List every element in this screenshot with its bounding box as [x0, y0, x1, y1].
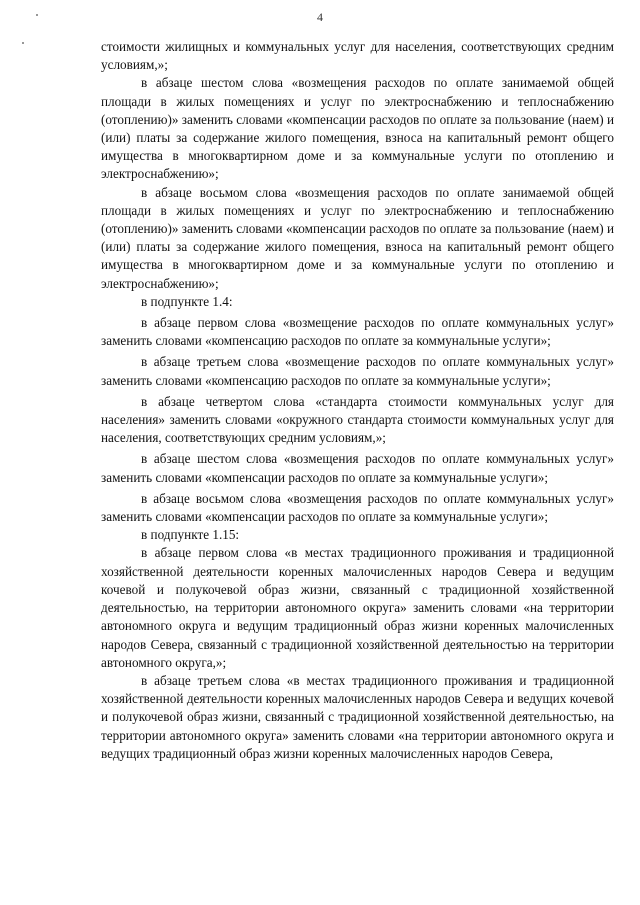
paragraph: в абзаце третьем слова «возмещение расходов по оплате коммунальных услуг» заменить словами «компенсацию расходов по оплате за коммунальные услуги»; [101, 354, 614, 388]
paragraph: стоимости жилищных и коммунальных услуг для населения, соответствующих средним условиям,»; [101, 39, 614, 73]
paragraph: в абзаце четвертом слова «стандарта стоимости коммунальных услуг для населения» заменить словами «окружного стандарта стоимости коммунальных услуг для населения, соответствующих средним условиям,»; [101, 393, 614, 446]
paragraph: в подпункте 1.15: [141, 527, 240, 543]
paragraph: в абзаце первом слова «в местах традиционного проживания и традиционной хозяйственной деятельности коренных малочисленных народов Севера и ведущим кочевой и полукочевой образ жизни, связанный с традиционной хозяйственной деятельностью, на территории автономного округа» заменить словами «на территории автономного округа и ведущим традиционный образ жизни коренных малочисленных народов Севера, связанный с традиционной хозяйственной деятельностью на территории автономного округа,»; [101, 545, 614, 670]
paragraph: в абзаце шестом слова «возмещения расходов по оплате коммунальных услуг» заменить словами «компенсации расходов по оплате за коммунальные услуги»; [101, 451, 614, 485]
page-number: 4 [317, 10, 323, 24]
paragraph: в абзаце первом слова «возмещение расходов по оплате коммунальных услуг» заменить словами «компенсацию расходов по оплате за коммунальные услуги»; [101, 315, 614, 349]
scan-speck [36, 14, 38, 16]
paragraph: в абзаце третьем слова «в местах традиционного проживания и традиционной хозяйственной деятельности коренных малочисленных народов Севера и ведущих кочевой и полукочевой образ жизни, связанный с традиционной хозяйственной деятельностью, на территории автономного округа» заменить словами «на территории автономного округа и ведущих традиционный образ жизни коренных малочисленных народов Севера, [101, 672, 614, 761]
document-body [101, 38, 614, 763]
paragraph: в абзаце восьмом слова «возмещения расходов по оплате занимаемой общей площади в жилых помещениях и услуг по электроснабжению и теплоснабжению (отоплению)» заменить словами «компенсации расходов по оплате за пользование (наем) и (или) платы за содержание жилого помещения, взноса на капитальный ремонт общего имущества в многоквартирном доме и за коммунальные услуги по отоплению и электроснабжению»; [101, 184, 614, 291]
paragraph: в абзаце шестом слова «возмещения расходов по оплате занимаемой общей площади в жилых помещениях и услуг по электроснабжению и теплоснабжению (отоплению)» заменить словами «компенсации расходов по оплате за пользование (наем) и (или) платы за содержание жилого помещения, взноса на капитальный ремонт общего имущества в многоквартирном доме и за коммунальные услуги по отоплению и электроснабжению»; [101, 75, 614, 182]
paragraph: в подпункте 1.4: [141, 293, 233, 309]
scan-speck [22, 42, 24, 44]
paragraph: в абзаце восьмом слова «возмещения расходов по оплате коммунальных услуг» заменить словами «компенсации расходов по оплате за коммунальные услуги»; [101, 490, 614, 525]
